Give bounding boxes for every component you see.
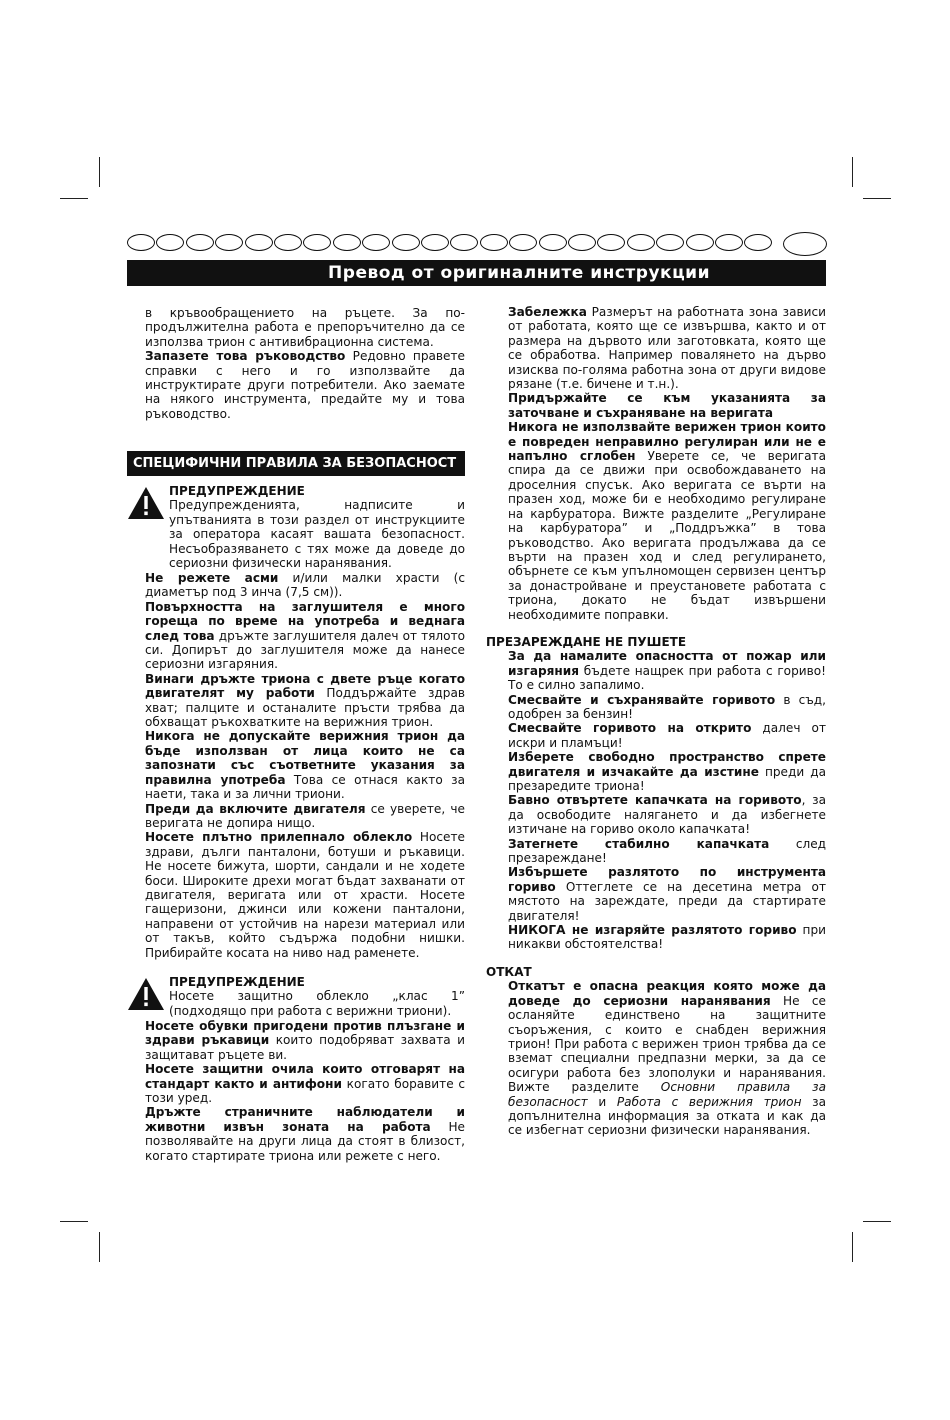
language-oval <box>127 234 155 251</box>
warning-text: Предупрежденията, надписите и упътванията в този раздел от инструкциите за оператора касаят вашата безопасност. Несъобразяването с тях може да доведе до сериозни физически наранявания. <box>169 498 465 571</box>
warning-block-2 <box>127 975 465 1018</box>
crop-mark <box>863 198 891 199</box>
rule-item: Бавно отвъртете капачката на горивото, за да освободите налягането и да избегнете изтичане на гориво около капачката! <box>508 793 826 837</box>
language-oval <box>686 234 714 251</box>
crop-mark <box>60 198 88 199</box>
language-oval <box>156 234 184 251</box>
rule-item: Носете плътно прилепнало облекло Носете здрави, дълги панталони, ботуши и ръкавици. Не носете бижута, шорти, сандали и не ходете боси. Широките дрехи могат бъдат захванати от двигателя, веригата или от храсти. Носете гащеризони, джинси или кожени панталони, направени от устойчив на нарези материал или от такъв, който съдържа подобни нишки. Прибирайте косата на ниво над раменете. <box>145 830 465 960</box>
rule-item: За да намалите опасността от пожар или изгаряния бъдете нащрек при работа с гориво! То е силно запалимо. <box>508 649 826 693</box>
language-oval <box>215 234 243 251</box>
crop-mark <box>852 1232 853 1262</box>
rule-item: Смесвайте горивото на открито далеч от искри и пламъци! <box>508 721 826 750</box>
crop-mark <box>99 1232 100 1262</box>
rule-item: Смесвайте и съхранявайте горивото в съд, одобрен за бензин! <box>508 692 826 721</box>
language-oval <box>303 234 331 251</box>
crop-mark <box>852 157 853 187</box>
language-oval <box>597 234 625 251</box>
heading-refuel: ПРЕЗАРЕЖДАНЕ НЕ ПУШЕТЕ <box>486 634 687 649</box>
language-oval <box>539 234 567 251</box>
crop-mark <box>863 1221 891 1222</box>
page-tab-oval <box>783 232 827 256</box>
language-oval <box>627 234 655 251</box>
warning-title: ПРЕДУПРЕЖДЕНИЕ <box>169 975 305 989</box>
warning-title: ПРЕДУПРЕЖДЕНИЕ <box>169 484 305 498</box>
rule-item: Изберете свободно пространство спрете двигателя и изчакайте да изстине преди да презаредите триона! <box>508 750 826 793</box>
rule-item: Избършете разлятото по инструмента гориво Оттеглете се на десетина метра от мястото на зареждате, преди да стартирате двигателя! <box>508 865 826 923</box>
rule-item: Не режете асми и/или малки храсти (с диаметър под 3 инча (7,5 см)). <box>145 571 465 600</box>
language-oval <box>715 234 743 251</box>
warning-text: Носете защитно облекло „клас 1” (подходящо при работа с верижни триони). <box>169 989 465 1018</box>
page-title: Превод от оригиналните инструкции <box>127 260 826 286</box>
language-oval <box>744 234 772 251</box>
language-oval <box>186 234 214 251</box>
language-oval <box>333 234 361 251</box>
rules-list-2 <box>145 1019 465 1163</box>
language-ovals <box>127 232 827 254</box>
warning-icon <box>127 486 165 520</box>
warning-block-1 <box>127 484 465 570</box>
note-para: Забележка Размерът на работната зона зависи от работата, която ще се извършва, както и от размера на дървото или заготовката, която ще се обработва. Например повалянето на дърво изисква по-голяма работна зона от други видове рязане (т.е. бичене и т.н.). <box>508 305 826 392</box>
left-column <box>145 306 465 421</box>
intro-para-1: в кръвообращението на ръцете. За по-продължителна работа е препоръчително да се използва трион с антивибрационна система. <box>145 306 465 349</box>
rule-item: НИКОГА не изгаряйте разлятото гориво при никакви обстоятелства! <box>508 923 826 952</box>
section-title-safety: СПЕЦИФИЧНИ ПРАВИЛА ЗА БЕЗОПАСНОСТ <box>127 451 465 476</box>
language-oval <box>274 234 302 251</box>
kickback-para: Откатът е опасна реакция която може да доведе до сериозни наранявания Не се осланяйте единствено на защитните съоръжения, с които е снабден верижния трион! При работа с верижен трион трябва да се вземат специални предпазни мерки, за да се осигури работа без злополуки и наранявания. Вижте разделите Основни правила за безопасност и Работа с верижния трион за допълнителна информация за отката и как да се избегнат сериозни физически наранявания. <box>508 979 826 1138</box>
rule-item: Винаги дръжте триона с двете ръце когато двигателят му работи Поддържайте здрав хват; палците и останалите пръсти трябва да обхващат ръкохватките на верижния трион. <box>145 671 465 730</box>
language-oval <box>362 234 390 251</box>
crop-mark <box>99 157 100 187</box>
intro-para-2: Запазете това ръководство Редовно правете справки с него и го използвайте да инструктирате други потребители. Ако заемате на някого инструмента, предайте му и това ръководство. <box>145 349 465 421</box>
warning-icon <box>127 977 165 1011</box>
right-column <box>486 305 826 1138</box>
heading-kickback: ОТКАТ <box>486 964 532 979</box>
language-oval <box>450 234 478 251</box>
rule-item: Носете защитни очила които отговарят на стандарт както и антифони когато боравите с този уред. <box>145 1062 465 1106</box>
language-oval <box>509 234 537 251</box>
rule-item: Носете обувки пригодени против плъзгане и здрави ръкавици които подобряват захвата и защитават ръцете ви. <box>145 1019 465 1062</box>
rule-item: Дръжте страничните наблюдатели и животни извън зоната на работа Не позволявайте на други лица да стоят в близост, когато стартирате триона или режете с него. <box>145 1105 465 1163</box>
rule-item: Придържайте се към указанията за заточване и съхраняване на веригата <box>508 391 826 420</box>
rule-item: Никога не използвайте верижен трион които е повреден неправилно регулиран или не е напълно сглобен Уверете се, че веригата спира да се движи при освобождаването на дроселния спусък. Ако веригата се върти на празен ход, може би е необходимо регулиране на карбуратора. Вижте разделите „Регулиране на карбуратора” и „Поддръжка” в това ръководство. Ако веригата продължава да се върти на празен ход и след регулирането, обърнете се към упълномощен сервизен център за донастройване и преустановете работата с триона, докато не бъдат извършени необходимите поправки. <box>508 420 826 622</box>
language-oval <box>421 234 449 251</box>
rule-item: Затегнете стабилно капачката след презареждане! <box>508 836 826 866</box>
crop-mark <box>60 1221 88 1222</box>
rule-item: Преди да включите двигателя се уверете, че веригата не допира нищо. <box>145 801 465 830</box>
rule-item: Повърхността на заглушителя е много гореща по време на употреба и веднага след това дръжте заглушителя далеч от тялото си. Допирът до заглушителя може да нанесе сериозни изгаряния. <box>145 599 466 672</box>
rules-list-1 <box>145 571 465 960</box>
language-oval <box>245 234 273 251</box>
language-oval <box>392 234 420 251</box>
language-oval <box>656 234 684 251</box>
rule-item: Никога не допускайте верижния трион да бъде използван от лица които не са запознати със съответните указания за правилна употреба Това се отнася както за наети, така и за лични триони. <box>145 729 465 802</box>
language-oval <box>568 234 596 251</box>
language-oval <box>480 234 508 251</box>
